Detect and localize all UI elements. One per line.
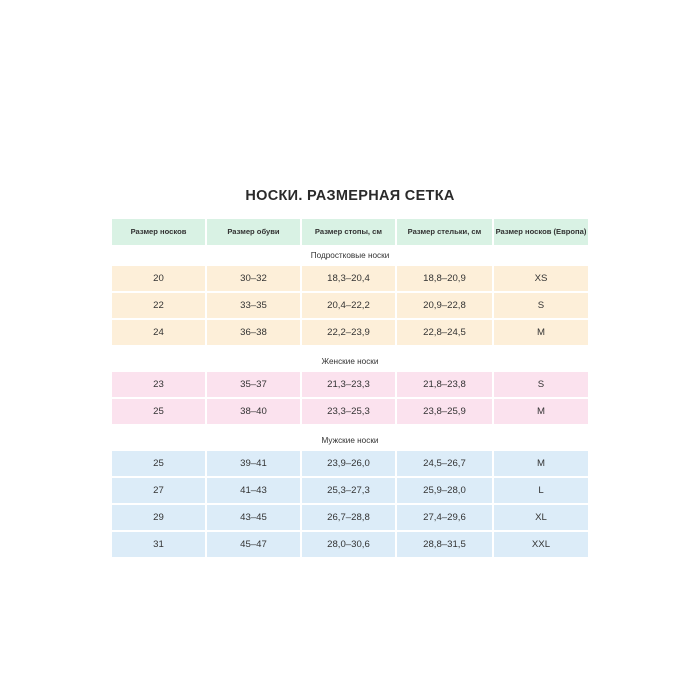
cell-euro-size: L [493, 477, 589, 504]
size-chart-table-wrapper [111, 218, 589, 558]
column-header-shoe-size: Размер обуви [206, 218, 301, 246]
cell-shoe-size: 39–41 [206, 450, 301, 477]
column-header-sock-size: Размер носков [111, 218, 206, 246]
cell-foot-length: 26,7–28,8 [301, 504, 396, 531]
cell-sock-size: 20 [111, 265, 206, 292]
cell-shoe-size: 30–32 [206, 265, 301, 292]
cell-insole-length: 28,8–31,5 [396, 531, 493, 558]
page-title: НОСКИ. РАЗМЕРНАЯ СЕТКА [245, 188, 455, 204]
cell-sock-size: 23 [111, 371, 206, 398]
group-caption-row [111, 246, 589, 265]
cell-shoe-size: 41–43 [206, 477, 301, 504]
cell-foot-length: 18,3–20,4 [301, 265, 396, 292]
group-caption-women: Женские носки [111, 352, 589, 371]
table-row [111, 319, 589, 346]
table-row [111, 450, 589, 477]
column-header-euro-size: Размер носков (Европа) [493, 218, 589, 246]
cell-insole-length: 20,9–22,8 [396, 292, 493, 319]
table-row [111, 265, 589, 292]
cell-shoe-size: 43–45 [206, 504, 301, 531]
group-caption-row [111, 352, 589, 371]
cell-insole-length: 18,8–20,9 [396, 265, 493, 292]
cell-sock-size: 27 [111, 477, 206, 504]
cell-euro-size: XS [493, 265, 589, 292]
cell-shoe-size: 35–37 [206, 371, 301, 398]
cell-euro-size: XXL [493, 531, 589, 558]
group-caption-teen: Подростковые носки [111, 246, 589, 265]
cell-euro-size: XL [493, 504, 589, 531]
cell-foot-length: 25,3–27,3 [301, 477, 396, 504]
table-row [111, 398, 589, 425]
table-row [111, 504, 589, 531]
cell-foot-length: 20,4–22,2 [301, 292, 396, 319]
cell-shoe-size: 38–40 [206, 398, 301, 425]
table-header-row [111, 218, 589, 246]
table-row [111, 531, 589, 558]
cell-shoe-size: 36–38 [206, 319, 301, 346]
cell-shoe-size: 33–35 [206, 292, 301, 319]
cell-shoe-size: 45–47 [206, 531, 301, 558]
table-row [111, 477, 589, 504]
cell-foot-length: 28,0–30,6 [301, 531, 396, 558]
column-header-foot-length: Размер стопы, см [301, 218, 396, 246]
table-row [111, 371, 589, 398]
cell-foot-length: 23,9–26,0 [301, 450, 396, 477]
cell-sock-size: 24 [111, 319, 206, 346]
cell-insole-length: 21,8–23,8 [396, 371, 493, 398]
cell-euro-size: M [493, 319, 589, 346]
cell-euro-size: S [493, 371, 589, 398]
cell-sock-size: 22 [111, 292, 206, 319]
cell-insole-length: 24,5–26,7 [396, 450, 493, 477]
cell-sock-size: 25 [111, 398, 206, 425]
size-chart-table [111, 218, 589, 558]
cell-insole-length: 25,9–28,0 [396, 477, 493, 504]
cell-insole-length: 23,8–25,9 [396, 398, 493, 425]
table-row [111, 292, 589, 319]
cell-foot-length: 22,2–23,9 [301, 319, 396, 346]
cell-insole-length: 27,4–29,6 [396, 504, 493, 531]
cell-sock-size: 31 [111, 531, 206, 558]
cell-insole-length: 22,8–24,5 [396, 319, 493, 346]
group-caption-row [111, 431, 589, 450]
cell-sock-size: 29 [111, 504, 206, 531]
column-header-insole-length: Размер стельки, см [396, 218, 493, 246]
cell-euro-size: S [493, 292, 589, 319]
cell-euro-size: M [493, 398, 589, 425]
cell-sock-size: 25 [111, 450, 206, 477]
cell-foot-length: 23,3–25,3 [301, 398, 396, 425]
group-caption-men: Мужские носки [111, 431, 589, 450]
cell-foot-length: 21,3–23,3 [301, 371, 396, 398]
cell-euro-size: M [493, 450, 589, 477]
